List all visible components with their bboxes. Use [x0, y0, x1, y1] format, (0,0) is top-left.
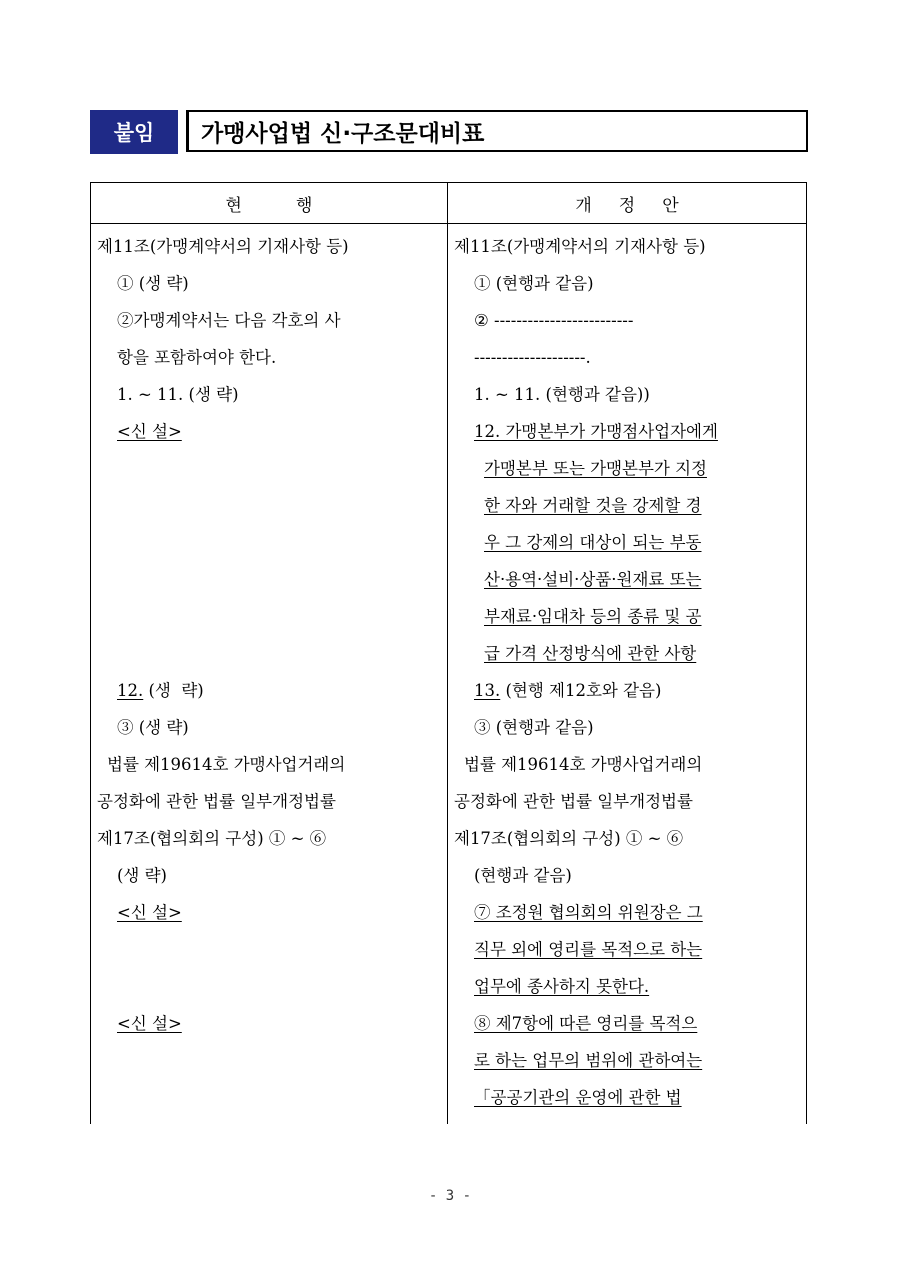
revised-item-12-line-6: 부재료·임대차 등의 종류 및 공	[484, 607, 702, 626]
revised-para-2-cont: --------------------.	[474, 348, 591, 367]
revised-para-8-line-1: ⑧ 제7항에 따른 영리를 목적으	[474, 1014, 698, 1033]
current-new-marker-2: <신 설>	[117, 903, 182, 922]
current-para-2-cont: 항을 포함하여야 한다.	[117, 348, 277, 367]
current-article-11-title: 제11조(가맹계약서의 기재사항 등)	[97, 237, 349, 256]
current-items-1-11: 1. ~ 11. (생 략)	[117, 385, 239, 404]
current-para-2: ②가맹계약서는 다음 각호의 사	[117, 311, 341, 330]
column-header-current: 현 행	[91, 183, 448, 224]
revised-article-17-same: (현행과 같음)	[474, 866, 572, 885]
revised-amendment-law: 법률 제19614호 가맹사업거래의	[464, 755, 703, 774]
comparison-table	[90, 182, 807, 1124]
current-column	[91, 224, 448, 1125]
document-title: 가맹사업법 신·구조문대비표	[186, 110, 808, 152]
revised-para-7-line-2: 직무 외에 영리를 목적으로 하는	[474, 940, 703, 959]
revised-item-12-line-2: 가맹본부 또는 가맹본부가 지정	[484, 459, 707, 478]
attachment-badge: 붙임	[90, 110, 178, 154]
document-header	[90, 110, 810, 154]
current-amendment-law-cont: 공정화에 관한 법률 일부개정법률	[97, 792, 336, 811]
revised-item-12-line-3: 한 자와 거래할 것을 강제할 경	[484, 496, 702, 515]
revised-para-2: ② -------------------------	[474, 311, 634, 330]
revised-para-1: ① (현행과 같음)	[474, 274, 594, 293]
revised-para-8-line-2: 로 하는 업무의 범위에 관하여는	[474, 1051, 703, 1070]
revised-para-7-line-1: ⑦ 조정원 협의회의 위원장은 그	[474, 903, 703, 922]
current-new-marker-3: <신 설>	[117, 1014, 182, 1033]
revised-amendment-law-cont: 공정화에 관한 법률 일부개정법률	[454, 792, 693, 811]
revised-para-3: ③ (현행과 같음)	[474, 718, 594, 737]
revised-items-1-11: 1. ~ 11. (현행과 같음))	[474, 385, 650, 404]
revised-para-7-line-3: 업무에 종사하지 못한다.	[474, 977, 650, 996]
revised-article-17-title: 제17조(협의회의 구성) ① ~ ⑥	[454, 829, 684, 848]
revised-item-12-line-5: 산·용역·설비·상품·원재료 또는	[484, 570, 702, 589]
current-amendment-law: 법률 제19614호 가맹사업거래의	[107, 755, 346, 774]
revised-item-12-line-7: 급 가격 산정방식에 관한 사항	[484, 644, 697, 663]
revised-article-11-title: 제11조(가맹계약서의 기재사항 등)	[454, 237, 706, 256]
current-para-3: ③ (생 략)	[117, 718, 189, 737]
revised-item-12-line-1: 12. 가맹본부가 가맹점사업자에게	[474, 422, 718, 441]
current-article-17-title: 제17조(협의회의 구성) ① ~ ⑥	[97, 829, 327, 848]
current-item-12: 12. (생 략)	[117, 681, 204, 700]
revised-column	[448, 224, 807, 1125]
revised-item-13: 13. (현행 제12호와 같음)	[474, 681, 662, 700]
current-article-17-omitted: (생 략)	[117, 866, 167, 885]
column-header-revised: 개 정 안	[448, 183, 807, 224]
page-number: - 3 -	[428, 1188, 472, 1204]
current-para-1: ① (생 략)	[117, 274, 189, 293]
current-new-marker-1: <신 설>	[117, 422, 182, 441]
revised-item-12-line-4: 우 그 강제의 대상이 되는 부동	[484, 533, 702, 552]
revised-para-8-line-3: 「공공기관의 운영에 관한 법	[474, 1088, 682, 1107]
